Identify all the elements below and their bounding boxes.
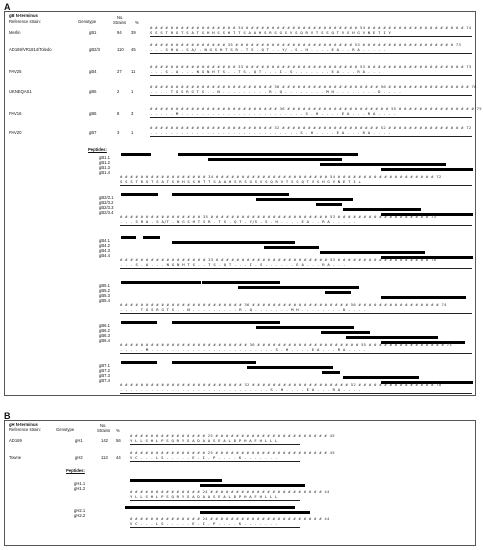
peptide-coverage-bar xyxy=(316,203,342,206)
peptide-coverage-bar xyxy=(322,371,340,374)
panel-b-peptides-label: Peptides: xyxy=(66,468,85,473)
peptide-coverage-bar xyxy=(202,281,280,284)
panel-a-header-genotype: Genotype xyxy=(78,19,97,24)
peptide-coverage-bar xyxy=(121,361,157,364)
panel-b-letter: B xyxy=(4,411,11,421)
strain-count: 113 xyxy=(101,455,108,460)
peptide-label: gB5.3 xyxy=(99,293,110,298)
sequence-underline xyxy=(130,527,300,528)
peptide-coverage-bar xyxy=(256,326,354,329)
position-ruler: # # # # # # # # # # # # # # # 25 # # # # # # # # # # # # # # # # # # # # # # 45 xyxy=(130,450,335,455)
peptide-coverage-bar xyxy=(172,193,289,196)
peptide-label: gB2/3.3 xyxy=(99,205,114,210)
peptide-coverage-bar xyxy=(200,511,310,514)
sequence-underline xyxy=(150,95,472,96)
peptide-coverage-bar xyxy=(256,198,353,201)
peptide-label: gB4.3 xyxy=(99,248,110,253)
peptide-coverage-bar xyxy=(130,479,222,482)
sequence-line: Y L L S H L P S Q R Y G A D A A S E A L D P H A F H L L L xyxy=(130,494,278,499)
sequence-line: . . . S H A . S A/T . N G S H T S R . T S . Q T . Y/S . S . H . . . . E A . . R A . . . . . xyxy=(120,219,356,224)
position-ruler: # # # # # # # # # # # # # # # # # # # # # # # # 36 # # # # # # # # # # # # # # # # # # # 56 # # # # # # # # # # # # # # # # 74 xyxy=(120,302,447,307)
peptide-coverage-bar xyxy=(320,163,446,166)
panel-b-header-pct: % xyxy=(116,428,120,433)
strain-count: 2 xyxy=(117,89,120,94)
sequence-underline xyxy=(120,313,472,314)
peptide-label: gH1.2 xyxy=(74,486,86,491)
genotype-label: gB1 xyxy=(89,30,97,35)
sequence-line: . . . . . . . . . . . . . . . . . . . . . . . . . . . . . S . H . . . . E A . . . R A . . . . xyxy=(150,130,392,135)
peptide-coverage-bar xyxy=(325,291,351,294)
peptide-coverage-bar xyxy=(247,366,333,369)
strain-count: 142 xyxy=(101,438,108,443)
strain-percent: 45 xyxy=(131,47,136,52)
position-ruler: # # # # # # # # # # # # # # # # # # # # # # # # 32 # # # # # # # # # # # # # # # # # # # 52 # # # # # # # # # # # # # # # 70 xyxy=(120,382,442,387)
genotype-label: gB7 xyxy=(89,130,97,135)
sequence-line: S S S T R G T S A T S H H S S H T T S A A H S R S G S V S Q R V T S S Q T V S H G V N E T I + xyxy=(120,179,362,184)
peptide-coverage-bar xyxy=(121,281,201,284)
strain-name: AD169/VR1814/Toledo xyxy=(9,47,52,52)
sequence-line: . . . . T G S R G T S . . N . . . . . . . . . R . Q . . . . . . . . M H . . . . . . . . D . . . . xyxy=(150,89,402,94)
peptide-label: gB4.4 xyxy=(99,253,110,258)
position-ruler: # # # # # # # # # # # # # # # # # 33 # # # # # # # # # # # # # # # # # # # # # # 53 # # # # # # # # # # # # # # # # # # 70 xyxy=(120,257,437,262)
peptide-label: gB6.4 xyxy=(99,338,110,343)
panel-a-letter: A xyxy=(4,2,11,12)
position-ruler: # # # # # # # # # # # # # # # # # # # # # # # # # 36 # # # # # # # # # # # # # # # # # # # # 55 # # # # # # # # # # # # # # # 75 xyxy=(150,106,482,111)
sequence-underline xyxy=(150,136,472,137)
position-ruler: # # # # # # # # # # # # # # 24 # # # # # # # # # # # # # # # # # # # # # # 44 xyxy=(130,516,330,521)
peptide-label: gB2/3.4 xyxy=(99,210,114,215)
strain-percent: 39 xyxy=(131,30,136,35)
peptide-coverage-bar xyxy=(381,296,466,299)
strain-count: 27 xyxy=(117,69,122,74)
peptide-coverage-bar xyxy=(238,286,359,289)
sequence-underline xyxy=(130,500,300,501)
position-ruler: # # # # # # # # # # # # # # # # # 33 # # # # # # # # # # # # # # # # # # # # # # 53 # # # # # # # # # # # # # # # # # # # 73 xyxy=(150,64,472,69)
peptide-label: gB5.2 xyxy=(99,288,110,293)
peptide-coverage-bar xyxy=(121,153,151,156)
genotype-label: gH1 xyxy=(75,438,83,443)
peptide-label: gB5.1 xyxy=(99,283,110,288)
peptide-coverage-bar xyxy=(121,321,157,324)
sequence-underline xyxy=(120,393,472,394)
strain-name: PAV25 xyxy=(9,69,22,74)
sequence-line: . . . S H A . S A/ . N G S H T S R . T S . Q T . . Y/ . S . H . . . . E A . . R A . . . . . xyxy=(150,47,386,52)
peptide-coverage-bar xyxy=(381,168,473,171)
sequence-underline xyxy=(120,268,472,269)
peptide-coverage-bar xyxy=(346,336,438,339)
peptide-label: gB5.4 xyxy=(99,298,110,303)
peptide-label: gH2.1 xyxy=(74,508,86,513)
peptide-coverage-bar xyxy=(343,376,419,379)
genotype-label: gB6 xyxy=(89,111,97,116)
sequence-line: . . . S . A . . . N G N H T S . . T S . Q T . . . I . S . . . . . . . E A . . . R A . . . xyxy=(150,69,381,74)
peptide-label: gB2/3.1 xyxy=(99,195,114,200)
panel-a-header-pct: % xyxy=(135,20,139,25)
strain-percent: 56 xyxy=(116,438,121,443)
peptide-coverage-bar xyxy=(208,158,342,161)
peptide-coverage-bar xyxy=(264,246,319,249)
peptide-label: gB1.3 xyxy=(99,165,110,170)
peptide-label: gH2.2 xyxy=(74,513,86,518)
sequence-line: . . . . . M . . . . . . . . . . . . . . . . . . . . . . . . S . H . . . . E A . . . R A . . . . xyxy=(150,111,397,116)
strain-count: 3 xyxy=(117,130,120,135)
sequence-underline xyxy=(120,225,472,226)
peptide-label: gB4.2 xyxy=(99,243,110,248)
strain-name: AD169 xyxy=(9,438,22,443)
panel-a-header-ref: Reference strain: xyxy=(9,19,41,24)
sequence-line: V C . . . L S . . . . . E . I . P . . . . K . . . . . . . xyxy=(130,455,278,460)
panel-b-header-genotype: Genotype xyxy=(56,427,75,432)
strain-percent: 1 xyxy=(131,130,134,135)
strain-name: PAV16 xyxy=(9,111,22,116)
panel-a-header-no: No. xyxy=(117,15,124,20)
peptide-label: gB1.4 xyxy=(99,170,110,175)
position-ruler: # # # # # # # # # # # # # # # # # # # # # # # # # 36 # # # # # # # # # # # # # # # # # # # # 55 # # # # # # # # # # # # # # # 73 xyxy=(120,342,452,347)
peptide-label: gB6.3 xyxy=(99,333,110,338)
peptide-label: gB7.3 xyxy=(99,373,110,378)
strain-count: 94 xyxy=(117,30,122,35)
sequence-underline xyxy=(150,53,472,54)
peptide-coverage-bar xyxy=(320,251,425,254)
strain-name: Towne xyxy=(9,455,22,460)
strain-percent: 1 xyxy=(131,89,134,94)
sequence-underline xyxy=(150,36,472,37)
peptide-coverage-bar xyxy=(125,506,295,509)
strain-name: UKNEQAS1 xyxy=(9,89,32,94)
strain-name: Merlin xyxy=(9,30,21,35)
peptide-label: gB4.1 xyxy=(99,238,110,243)
panel-a-header-strains: Strains xyxy=(113,20,127,25)
sequence-line: . . . . T G S R G T S . . N . . . . . . . . . R . Q . . . . . . . M H . . . . . . . . D . . . . xyxy=(120,307,367,312)
peptide-label: gH1.1 xyxy=(74,481,86,486)
position-ruler: # # # # # # # # # # # # # # # # # # # # # # # # 36 # # # # # # # # # # # # # # # # # # # 56 # # # # # # # # # # # # # # # # 76 xyxy=(150,84,477,89)
peptide-label: gB6.1 xyxy=(99,323,110,328)
panel-a-title: gB N-terminus xyxy=(9,13,38,18)
sequence-line: . . . . . M . . . . . . . . . . . . . . . . . . . . . . . . S . H . . . . E A . . . R A . . . . xyxy=(120,347,367,352)
position-ruler: # # # # # # # # # # # # # # # # # # # # # # # # 32 # # # # # # # # # # # # # # # # # # # 52 # # # # # # # # # # # # # # # 72 xyxy=(150,125,472,130)
peptide-coverage-bar xyxy=(143,236,160,239)
sequence-underline xyxy=(120,353,472,354)
position-ruler: # # # # # # # # # # # # # # # 25 # # # # # # # # # # # # # # # # # # # # # # 45 xyxy=(130,433,335,438)
panel-b-header-ref: Reference strain: xyxy=(9,427,41,432)
peptide-label: gB7.4 xyxy=(99,378,110,383)
peptide-label: gB2/3.2 xyxy=(99,200,114,205)
genotype-label: gB5 xyxy=(89,89,97,94)
peptide-coverage-bar xyxy=(172,241,295,244)
peptide-label: gB1.2 xyxy=(99,160,110,165)
sequence-line: V C . . . L S . . . . . E . I . P . . . . K . . . . . . . xyxy=(130,521,278,526)
position-ruler: # # # # # # # # # # # # # # # # 35 # # # # # # # # # # # # # # # # # # # # # # # 53 # # # # # # # # # # # # # # # # # # 73 xyxy=(120,214,437,219)
peptide-coverage-bar xyxy=(172,321,280,324)
genotype-label: gH2 xyxy=(75,455,83,460)
strain-percent: 11 xyxy=(131,69,136,74)
sequence-underline xyxy=(130,461,300,462)
position-ruler: # # # # # # # # # # # # # # 24 # # # # # # # # # # # # # # # # # # # # # # 44 xyxy=(130,489,330,494)
peptide-coverage-bar xyxy=(121,236,136,239)
strain-count: 110 xyxy=(117,47,124,52)
sequence-underline xyxy=(150,117,472,118)
panel-a-peptides-label: Peptides: xyxy=(88,147,107,152)
sequence-line: . . . . . . . . . . . . . . . . . . . . . . . . . . . . . S . H . . . . E A . . . R A . . . . xyxy=(120,387,362,392)
position-ruler: # # # # # # # # # # # # # # # # # 34 # # # # # # # # # # # # # # # # # # # # # # 54 # # # # # # # # # # # # # # # # # # # 72 xyxy=(120,174,442,179)
peptide-label: gB7.2 xyxy=(99,368,110,373)
sequence-underline xyxy=(130,444,300,445)
genotype-label: gB2/3 xyxy=(89,47,100,52)
strain-percent: 3 xyxy=(131,111,134,116)
position-ruler: # # # # # # # # # # # # # # # # # 34 # # # # # # # # # # # # # # # # # # # # # # 54 # # # # # # # # # # # # # # # # # # # 74 xyxy=(150,25,472,30)
panel-b-header-no: No. xyxy=(100,423,107,428)
panel-b-title: gH N-terminus xyxy=(9,422,38,427)
peptide-coverage-bar xyxy=(321,331,370,334)
peptide-coverage-bar xyxy=(121,193,158,196)
peptide-coverage-bar xyxy=(200,484,305,487)
strain-count: 8 xyxy=(117,111,120,116)
sequence-line: . . . S . A . . . N G N H T S . . T S . Q T . . . I . S . . . . . . E A . . . R A . . . xyxy=(120,262,346,267)
peptide-coverage-bar xyxy=(178,153,358,156)
genotype-label: gB4 xyxy=(89,69,97,74)
sequence-line: S S S T R G T S A T S H H S S H T T S A A H S R S G S V S Q R V T S S Q T V S H G V N E T I Y xyxy=(150,30,392,35)
sequence-line: Y L L S H L P S Q R Y G A D A A S E A L D P H A F H L L L xyxy=(130,438,278,443)
peptide-label: gB6.2 xyxy=(99,328,110,333)
peptide-label: gB1.1 xyxy=(99,155,110,160)
strain-name: PAV20 xyxy=(9,130,22,135)
strain-percent: 44 xyxy=(116,455,121,460)
peptide-coverage-bar xyxy=(343,208,421,211)
sequence-underline xyxy=(150,75,472,76)
position-ruler: # # # # # # # # # # # # # # # 35 # # # # # # # # # # # # # # # # # # # # # # # 53 # # # # # # # # # # # # # # # # # # 73 xyxy=(150,42,462,47)
peptide-label: gB7.1 xyxy=(99,363,110,368)
sequence-underline xyxy=(120,185,472,186)
panel-b-header-strains: Strains xyxy=(97,428,111,433)
peptide-coverage-bar xyxy=(172,361,256,364)
